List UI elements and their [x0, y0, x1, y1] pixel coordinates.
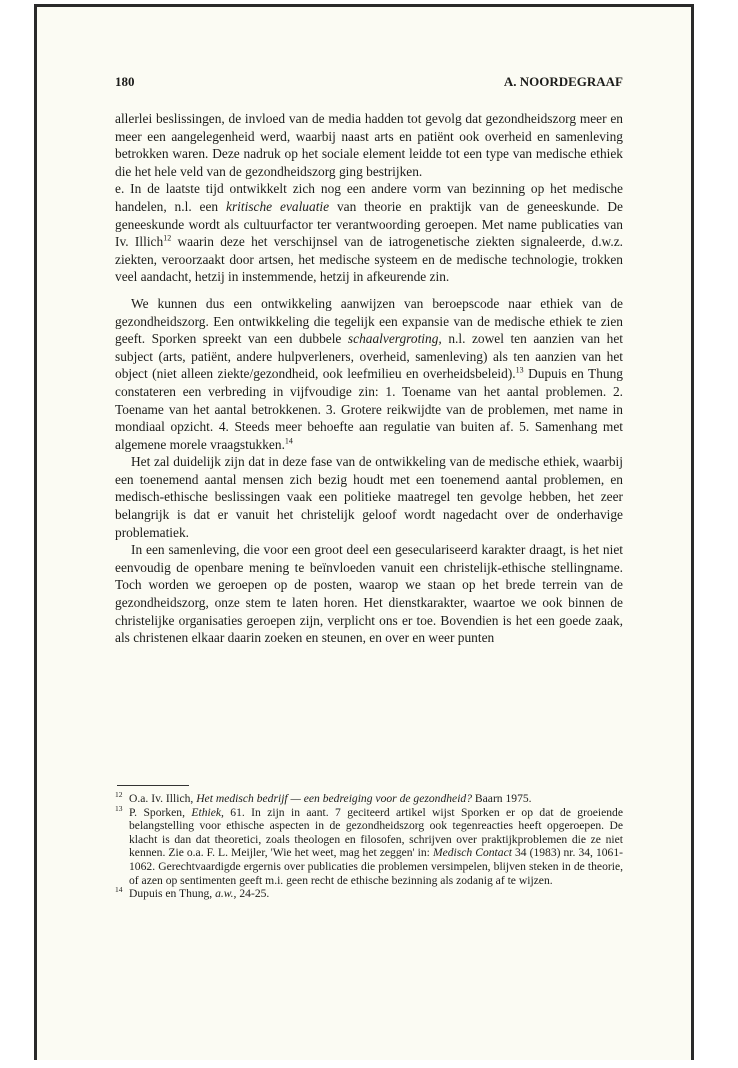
emphasis: schaalvergroting, [347, 331, 442, 347]
paragraph-1: allerlei beslissingen, de invloed van de media hadden tot gevolg dat gezondheidszorg meer en meer een aangelegenheid werd, waarbij naast arts en patiënt ook overheid en samenleving betrokken waren. Deze nadruk op het sociale element leidde tot een type van medische ethiek die het hele veld van de gezondheidszorg ging bestrijken. [115, 111, 623, 179]
footnote-14 [115, 887, 623, 901]
paragraph-5: In een samenleving, die voor een groot deel een geseculariseerd karakter draagt, is het niet eenvoudig de openbare mening te beïnvloeden vanuit een christelijk-ethische stellingname. Toch worden we geroepen op de posten, waarop we staan op het brede terrein van de gezondheidszorg, onze stem te laten horen. Het dienstkarakter, waartoe we ook binnen de christelijke organisaties geroepen zijn, verplicht ons er toe. Bovendien is het een goede zaak, als christenen elkaar daarin zoeken en steunen, en over en weer punten [115, 542, 623, 646]
text-run: Dupuis en Thung constateren een verbreding in vijfvoudige zin: 1. Toename van het aantal problemen. 2. Toename van het aantal betrokkenen. 3. Grotere reikwijdte van de problemen, met name in mondiaal opzicht. 4. Steeds meer behoefte aan regulatie van buiten af. 5. Samenhang met algemene morele vraagstukken. [115, 366, 623, 452]
paragraph-4: Het zal duidelijk zijn dat in deze fase van de ontwikkeling van de medische ethiek, waarbij een toenemend aantal mensen zich bezig houdt met een toenemend aantal problemen, en medisch-ethische beslissingen vaak een politieke maatregel ten gevolge hebben, het zeer belangrijk is dat er vanuit het christelijk geloof wordt nagedacht over de onderhavige problematiek. [115, 454, 623, 540]
footnote-text: P. Sporken, Ethiek, 61. In zijn in aant. 7 geciteerd artikel wijst Sporken er op dat de groeiende belangstelling voor ethische aspecten in de gezondheidszorg ook tegenreacties heeft opgeroepen. De klacht is dan dat theoretici, zoals theologen en filosofen, schrijven over praktijkproblemen die ze niet kennen. Zie o.a. F. L. Meijler, 'Wie het weet, mag het zeggen' in: Medisch Contact 34 (1983) nr. 34, 1061-1062. Gerechtvaardigde ergernis over publicaties die problemen versimpelen, blijven steken in de theorie, of azen op sentimenten geeft m.i. geen recht de ethische bezinning als zodanig af te wijzen. [129, 805, 624, 887]
footnote-12 [115, 792, 623, 806]
footnote-number: 14 [115, 885, 123, 895]
text-run: e. In de laatste tijd ontwikkelt zich nog een andere vorm van bezinning op het medische handelen, n.l. een [115, 181, 623, 214]
text-run: van theorie en praktijk van de geneeskunde. De geneeskunde wordt als cultuurfactor ter verantwoording geroepen. Met name publicaties van Iv. Illich [115, 198, 624, 250]
running-header [115, 74, 623, 90]
footnote-13 [115, 803, 624, 888]
text-run: waarin deze het verschijnsel van de iatrogenetische ziekten signaleerde, d.w.z. ziekten, veroorzaakt door artsen, het medische systeem en de medische technologie, trokken veel aandacht, hetzij in instemmende, hetzij in afkeurende zin. [115, 234, 623, 285]
running-head-author: A. NOORDEGRAAF [503, 74, 623, 89]
paragraph-3 [115, 295, 623, 453]
text-run: We kunnen dus een ontwikkeling aanwijzen van beroepscode naar ethiek van de gezondheidszorg. Een ontwikkeling die tegelijk een expansie van de medische ethiek te zien geeft. Sporken spreekt van een dubbele [115, 295, 623, 347]
text-run: n.l. zowel ten aanzien van het subject (arts, patiënt, andere hulpverleners, overheid, samenleving) als ten aanzien van het object (niet alleen ziekte/gezondheid, ook leefmilieu en overheidsbeleid). [115, 331, 623, 382]
page-number: 180 [115, 74, 135, 89]
footnote-divider [117, 785, 189, 786]
footnotes [115, 792, 623, 901]
body-text [115, 110, 623, 647]
footnote-number: 13 [115, 803, 123, 813]
footnote-ref-12[interactable]: 12 [163, 233, 172, 243]
emphasis: kritische evaluatie [226, 198, 330, 214]
footnote-text: O.a. Iv. Illich, Het medisch bedrijf — een bedreiging voor de gezondheid? Baarn 1975. [129, 792, 532, 805]
footnote-text: Dupuis en Thung, a.w., 24-25. [129, 887, 270, 901]
paragraph-2 [115, 180, 623, 286]
footnote-ref-14[interactable]: 14 [284, 436, 293, 446]
footnote-number: 12 [115, 790, 123, 800]
footnote-ref-13[interactable]: 13 [515, 365, 524, 375]
